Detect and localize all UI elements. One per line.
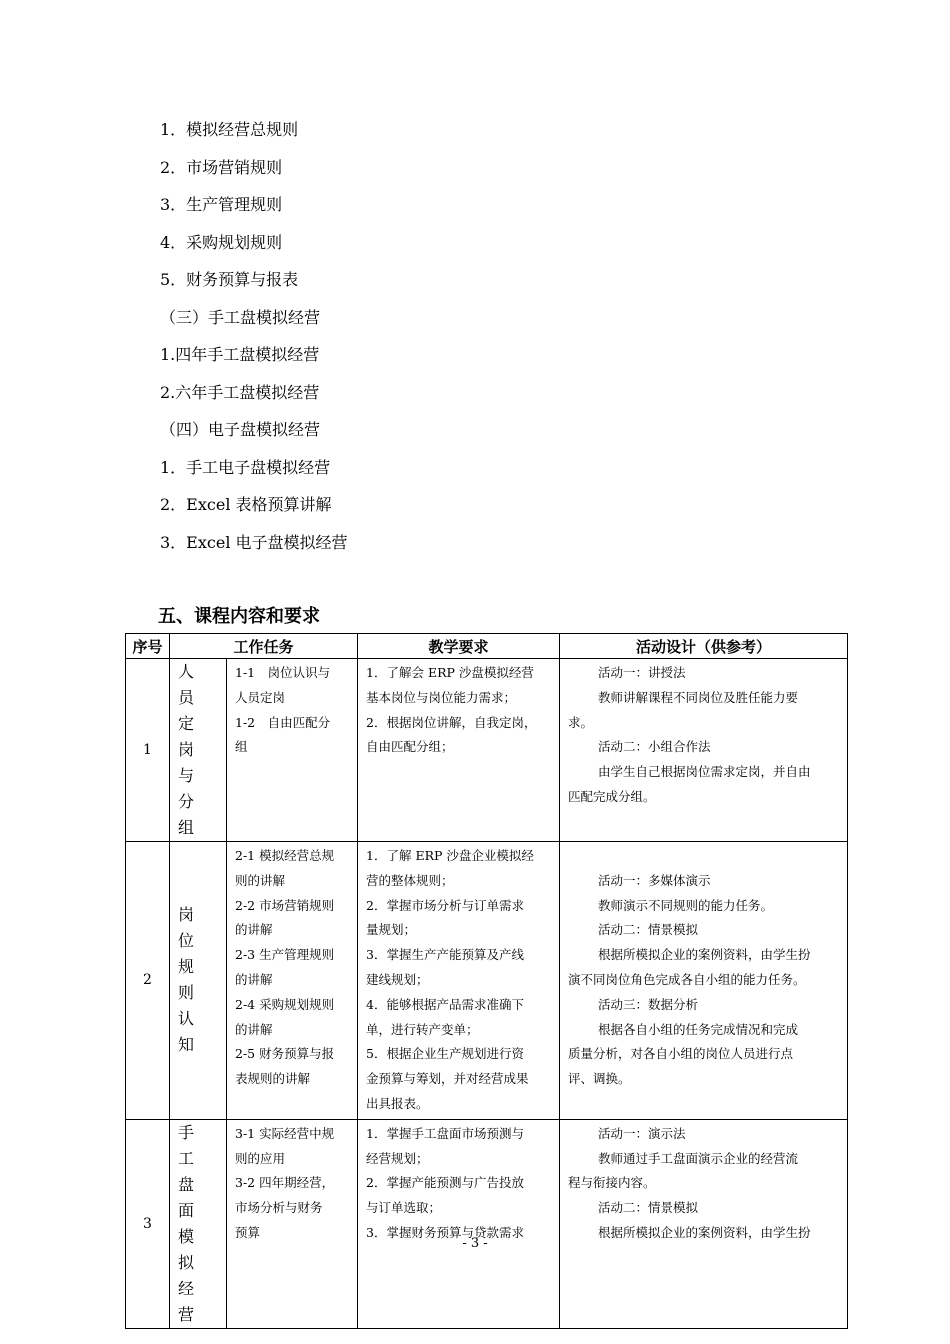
subtask-line: 1-1 岗位认识与 xyxy=(235,665,331,680)
requirements xyxy=(358,842,560,1120)
activity-line: 求。 xyxy=(568,714,594,730)
requirement-line: 自由匹配分组； xyxy=(366,739,454,755)
activity-line: 教师讲解课程不同岗位及胜任能力要 xyxy=(598,689,799,705)
requirement-line: 1．了解 ERP 沙盘企业模拟经 xyxy=(366,848,534,863)
outline-item: 2．市场营销规则 xyxy=(160,157,283,177)
requirement-line: 3．掌握财务预算与贷款需求 xyxy=(366,1224,524,1240)
requirement-line: 出具报表。 xyxy=(366,1095,429,1111)
requirements xyxy=(358,1119,560,1328)
activities xyxy=(560,842,848,1120)
activity-line: 活动二：情景模拟 xyxy=(598,922,699,938)
activity-line: 由学生自己根据岗位需求定岗，并自由 xyxy=(598,764,811,780)
requirement-line: 建线规划； xyxy=(366,971,429,987)
subtask-line: 预算 xyxy=(235,1224,261,1240)
activity-line xyxy=(568,844,841,869)
subtask-line: 3-1 实际经营中规 xyxy=(235,1125,335,1141)
activity-line: 根据所模拟企业的案例资料，由学生扮 xyxy=(598,1224,811,1240)
subtask-line: 的讲解 xyxy=(235,971,273,987)
outline-item: 2．Excel 表格预算讲解 xyxy=(160,495,332,514)
requirement-line: 1．了解会 ERP 沙盘模拟经营 xyxy=(366,665,534,680)
subtasks xyxy=(227,1119,358,1328)
subtask-line: 2-4 采购规划规则 xyxy=(235,996,335,1012)
row-number: 2 xyxy=(126,842,170,1120)
requirement-line: 2．根据岗位讲解，自我定岗， xyxy=(366,714,537,730)
outline-item: （三）手工盘模拟经营 xyxy=(160,307,321,327)
activity-line: 演不同岗位角色完成各自小组的能力任务。 xyxy=(568,971,806,987)
activity-line: 活动二：小组合作法 xyxy=(598,739,711,755)
subtask-line: 人员定岗 xyxy=(235,689,286,705)
activity-line: 活动三：数据分析 xyxy=(598,996,699,1012)
task-name: 手工盘面模拟经营 xyxy=(170,1119,227,1328)
requirement-line: 3．掌握生产产能预算及产线 xyxy=(366,947,524,963)
activity-line: 质量分析，对各自小组的岗位人员进行点 xyxy=(568,1046,794,1062)
subtask-line: 表规则的讲解 xyxy=(235,1071,311,1087)
activity-line: 活动一：多媒体演示 xyxy=(598,872,711,888)
requirement-line: 单，进行转产变单； xyxy=(366,1021,479,1037)
outline-item: 1．模拟经营总规则 xyxy=(160,120,299,139)
subtask-line: 1-2 自由匹配分 xyxy=(235,714,331,730)
table-row xyxy=(126,842,848,1120)
activity-line: 评、调换。 xyxy=(568,1071,631,1087)
activity-line: 根据所模拟企业的案例资料，由学生扮 xyxy=(598,947,811,963)
subtasks xyxy=(227,659,358,842)
subtask-line: 的讲解 xyxy=(235,1021,273,1037)
activity-line: 程与衔接内容。 xyxy=(568,1175,656,1191)
outline-item: （四）电子盘模拟经营 xyxy=(160,420,321,439)
activity-line: 活动二：情景模拟 xyxy=(598,1200,699,1216)
subtask-line: 2-2 市场营销规则 xyxy=(235,897,335,913)
requirement-line: 经营规划； xyxy=(366,1150,429,1166)
requirements xyxy=(358,659,560,842)
activity-line: 活动一：讲授法 xyxy=(598,665,686,680)
requirement-line: 5．根据企业生产规划进行资 xyxy=(366,1046,524,1062)
row-number: 1 xyxy=(126,659,170,842)
subtask-line: 市场分析与财务 xyxy=(235,1200,323,1216)
activity-line: 活动一：演示法 xyxy=(598,1125,686,1141)
page-number: - 3 - xyxy=(462,1236,488,1251)
task-name: 岗位规则认知 xyxy=(170,842,227,1120)
subtask-line: 2-5 财务预算与报 xyxy=(235,1046,335,1062)
activity-line: 教师通过手工盘面演示企业的经营流 xyxy=(598,1150,799,1166)
requirement-line: 基本岗位与岗位能力需求； xyxy=(366,689,517,705)
requirement-line: 2．掌握市场分析与订单需求 xyxy=(366,897,524,913)
header-num: 序号 xyxy=(126,634,170,659)
header-task: 工作任务 xyxy=(170,634,358,659)
requirement-line: 1．掌握手工盘面市场预测与 xyxy=(366,1125,524,1141)
requirement-line: 金预算与筹划，并对经营成果 xyxy=(366,1071,529,1087)
activity-line: 教师演示不同规则的能力任务。 xyxy=(598,897,774,913)
requirement-line: 营的整体规则； xyxy=(366,872,454,888)
subtasks xyxy=(227,842,358,1120)
course-content-table xyxy=(125,633,848,1329)
requirement-line: 量规划； xyxy=(366,922,417,938)
outline-item: 3．生产管理规则 xyxy=(160,195,283,214)
outline-item: 1．手工电子盘模拟经营 xyxy=(160,457,331,477)
subtask-line: 则的应用 xyxy=(235,1150,286,1166)
subtask-line: 2-3 生产管理规则 xyxy=(235,947,335,963)
outline-item: 1.四年手工盘模拟经营 xyxy=(160,345,320,364)
outline-item: 4．采购规划规则 xyxy=(160,232,283,252)
requirement-line: 4．能够根据产品需求准确下 xyxy=(366,996,524,1012)
section-title: 五、课程内容和要求 xyxy=(158,606,320,627)
header-requirements: 教学要求 xyxy=(358,634,560,659)
outline-item: 2.六年手工盘模拟经营 xyxy=(160,382,320,402)
subtask-line: 2-1 模拟经营总规 xyxy=(235,848,335,863)
table-row xyxy=(126,659,848,842)
header-activities: 活动设计（供参考） xyxy=(560,634,848,659)
row-number: 3 xyxy=(126,1119,170,1328)
activities xyxy=(560,659,848,842)
subtask-line: 组 xyxy=(235,739,248,755)
subtask-line: 的讲解 xyxy=(235,922,273,938)
table-row xyxy=(126,1119,848,1328)
requirement-line: 2．掌握产能预测与广告投放 xyxy=(366,1175,524,1191)
outline-item: 3．Excel 电子盘模拟经营 xyxy=(160,532,348,552)
table-header-row xyxy=(126,634,848,659)
outline-item: 5．财务预算与报表 xyxy=(160,270,299,289)
activity-line: 匹配完成分组。 xyxy=(568,788,656,804)
activity-line: 根据各自小组的任务完成情况和完成 xyxy=(598,1021,799,1037)
task-name: 人员定岗与分组 xyxy=(170,659,227,842)
requirement-line: 与订单选取； xyxy=(366,1200,442,1216)
subtask-line: 3-2 四年期经营， xyxy=(235,1175,335,1191)
activities xyxy=(560,1119,848,1328)
subtask-line: 则的讲解 xyxy=(235,872,286,888)
